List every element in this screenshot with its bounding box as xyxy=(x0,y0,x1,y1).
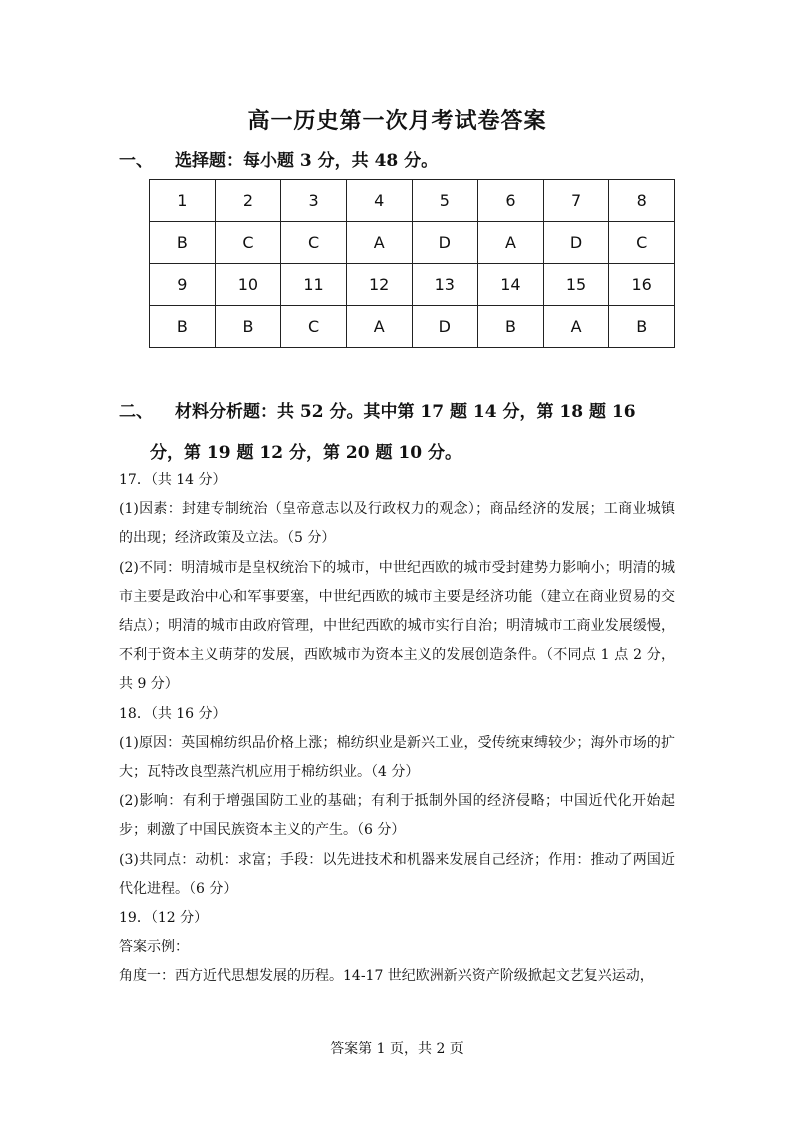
table-row xyxy=(150,306,675,348)
section-2-number: 二、 xyxy=(119,402,153,422)
table-cell: 3 xyxy=(281,180,347,222)
table-cell: 16 xyxy=(609,264,675,306)
paragraph: 18．（共 16 分） xyxy=(119,705,227,722)
table-row xyxy=(150,222,675,264)
table-cell: A xyxy=(346,306,412,348)
table-cell: 7 xyxy=(543,180,609,222)
table-cell: B xyxy=(478,306,544,348)
answer-body-text xyxy=(119,466,675,992)
table-cell: 13 xyxy=(412,264,478,306)
table-cell: D xyxy=(412,306,478,348)
table-cell: 11 xyxy=(281,264,347,306)
table-cell: 6 xyxy=(478,180,544,222)
paragraph: (1)因素：封建专制统治（皇帝意志以及行政权力的观念）；商品经济的发展；工商业城镇的出现；经济政策及立法。（5 分） xyxy=(119,501,675,547)
table-cell: C xyxy=(215,222,281,264)
paragraph: (3)共同点：动机：求富；手段：以先进技术和机器来发展自己经济；作用：推动了两国近代化进程。（6 分） xyxy=(119,851,675,897)
answer-table xyxy=(149,179,675,348)
table-row xyxy=(150,264,675,306)
paragraph: 答案示例： xyxy=(119,939,189,956)
section-2-text-line1: 材料分析题：共 52 分。其中第 17 题 14 分，第 18 题 16 xyxy=(175,402,636,422)
table-cell: 10 xyxy=(215,264,281,306)
table-cell: 1 xyxy=(150,180,216,222)
section-1-heading xyxy=(119,146,438,171)
table-cell: D xyxy=(543,222,609,264)
table-cell: 9 xyxy=(150,264,216,306)
page-title: 高一历史第一次月考试卷答案 xyxy=(247,108,547,134)
table-cell: B xyxy=(150,306,216,348)
table-cell: B xyxy=(150,222,216,264)
paragraph: (2)不同：明清城市是皇权统治下的城市，中世纪西欧的城市受封建势力影响小；明清的城市主要是政治中心和军事要塞，中世纪西欧的城市主要是经济功能（建立在商业贸易的交结点）；明清的城市由政府管理，中世纪西欧的城市实行自治；明清城市工商业发展缓慢，不利于资本主义萌芽的发展，西欧城市为资本主义的发展创造条件。（不同点 1 点 2 分，共 9 分） xyxy=(119,559,675,693)
table-cell: C xyxy=(281,306,347,348)
table-cell: 8 xyxy=(609,180,675,222)
table-cell: A xyxy=(543,306,609,348)
table-cell: 14 xyxy=(478,264,544,306)
table-cell: A xyxy=(478,222,544,264)
table-cell: 2 xyxy=(215,180,281,222)
paragraph: (2)影响：有利于增强国防工业的基础；有利于抵制外国的经济侵略；中国近代化开始起步；刺激了中国民族资本主义的产生。（6 分） xyxy=(119,793,675,839)
table-cell: D xyxy=(412,222,478,264)
table-cell: C xyxy=(281,222,347,264)
table-row xyxy=(150,180,675,222)
table-cell: 12 xyxy=(346,264,412,306)
paragraph: (1)原因：英国棉纺织品价格上涨；棉纺织业是新兴工业，受传统束缚较少；海外市场的扩大；瓦特改良型蒸汽机应用于棉纺织业。（4 分） xyxy=(119,734,675,781)
table-cell: B xyxy=(215,306,281,348)
section-2-line1 xyxy=(119,392,636,433)
paragraph: 17．（共 14 分） xyxy=(119,472,227,488)
section-1-number: 一、 xyxy=(119,151,153,171)
table-cell: 5 xyxy=(412,180,478,222)
table-cell: 15 xyxy=(543,264,609,306)
section-2-heading xyxy=(119,392,636,474)
table-cell: B xyxy=(609,306,675,348)
paragraph: 19．（12 分） xyxy=(119,910,209,927)
section-1-text: 选择题：每小题 3 分，共 48 分。 xyxy=(175,151,439,171)
table-cell: C xyxy=(609,222,675,264)
table-cell: 4 xyxy=(346,180,412,222)
paragraph: 角度一：西方近代思想发展的历程。14-17 世纪欧洲新兴资产阶级掀起文艺复兴运动， xyxy=(119,968,654,985)
section-2-line2: 分，第 19 题 12 分，第 20 题 10 分。 xyxy=(150,443,462,463)
table-cell: A xyxy=(346,222,412,264)
page-footer: 答案第 1 页，共 2 页 xyxy=(330,1041,464,1057)
